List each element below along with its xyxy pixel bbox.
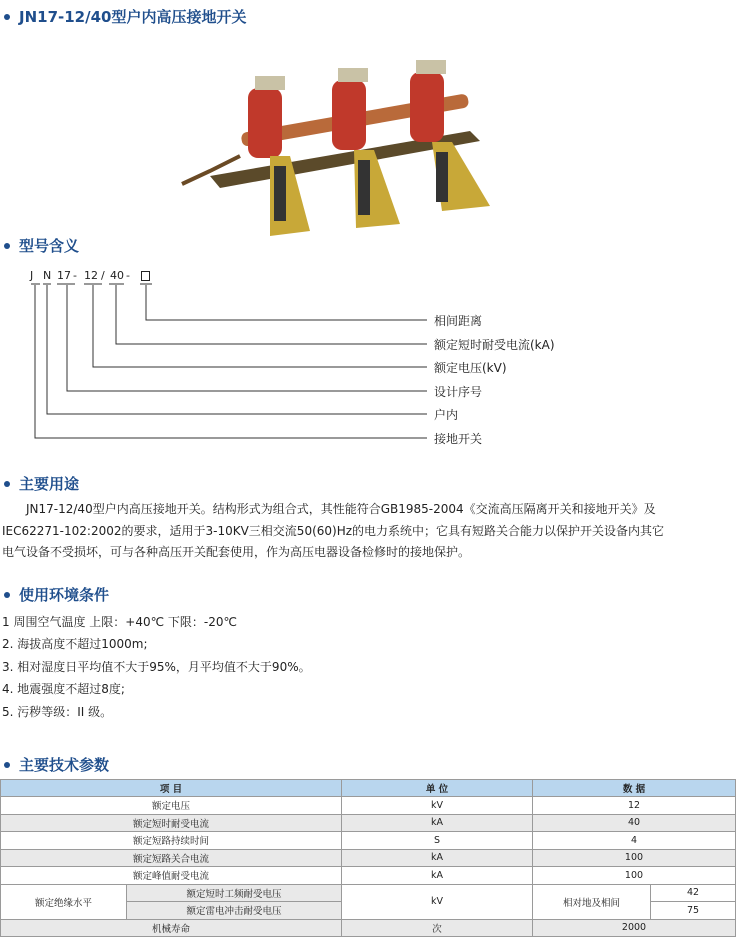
bullet-icon xyxy=(4,481,10,487)
header-item: 项 目 xyxy=(1,780,342,797)
condition-item: 2. 海拔高度不超过1000m; xyxy=(2,637,148,651)
bullet-icon xyxy=(4,762,10,768)
section-title-environment: 使用环境条件 xyxy=(4,584,109,605)
page-title: JN17-12/40型户内高压接地开关 xyxy=(4,6,246,27)
section-title-usage: 主要用途 xyxy=(4,473,79,494)
section-title-params: 主要技术参数 xyxy=(4,754,109,775)
meaning-item: 额定短时耐受电流(kA) xyxy=(434,338,555,352)
meaning-item: 设计序号 xyxy=(434,385,483,399)
meaning-item: 额定电压(kV) xyxy=(434,361,507,375)
section-title-meaning: 型号含义 xyxy=(4,235,79,256)
bullet-icon xyxy=(4,592,10,598)
condition-item: 1 周围空气温度 上限：+40℃ 下限：-20℃ xyxy=(2,615,237,629)
condition-item: 3. 相对湿度日平均值不大于95%，月平均值不大于90%。 xyxy=(2,660,311,674)
meaning-item: 接地开关 xyxy=(434,432,483,446)
meaning-item: 相间距离 xyxy=(434,314,483,328)
placeholder-box xyxy=(141,271,150,281)
model-code-legend-lines xyxy=(0,0,750,460)
header-unit: 单 位 xyxy=(342,780,533,797)
table-row: 机械寿命 次 2000 xyxy=(1,919,736,937)
table-row-insulation: 额定雷电冲击耐受电压 75 xyxy=(1,902,736,920)
table-row: 额定短路关合电流 kA 100 xyxy=(1,849,736,867)
table-row: 额定短路持续时间 S 4 xyxy=(1,832,736,850)
table-row-insulation: 额定绝缘水平 额定短时工频耐受电压 kV 相对地及相间 42 xyxy=(1,884,736,902)
table-row: 额定短时耐受电流 kA 40 xyxy=(1,814,736,832)
table-row: 额定电压 kV 12 xyxy=(1,797,736,815)
table-row: 额定峰值耐受电流 kA 100 xyxy=(1,867,736,885)
condition-item: 4. 地震强度不超过8度; xyxy=(2,682,125,696)
spec-table xyxy=(0,779,736,937)
table-header-row xyxy=(1,780,736,797)
meaning-item: 户内 xyxy=(434,408,459,422)
condition-item: 5. 污秽等级：II 级。 xyxy=(2,705,113,719)
usage-paragraph: JN17-12/40型户内高压接地开关。结构形式为组合式，其性能符合GB1985-2004《交流高压隔离开关和接地开关》及 IEC62271-102:2002的要求，适用于3-10KV三相交流50(60)Hz的电力系统中；它具有短路关合能力以保护开关设备内其它 电气设备不受损坏，可与各种高压开关配套使用，作为高压电器设备检修时的接地保护。 xyxy=(2,502,665,559)
header-value: 数 据 xyxy=(533,780,736,797)
